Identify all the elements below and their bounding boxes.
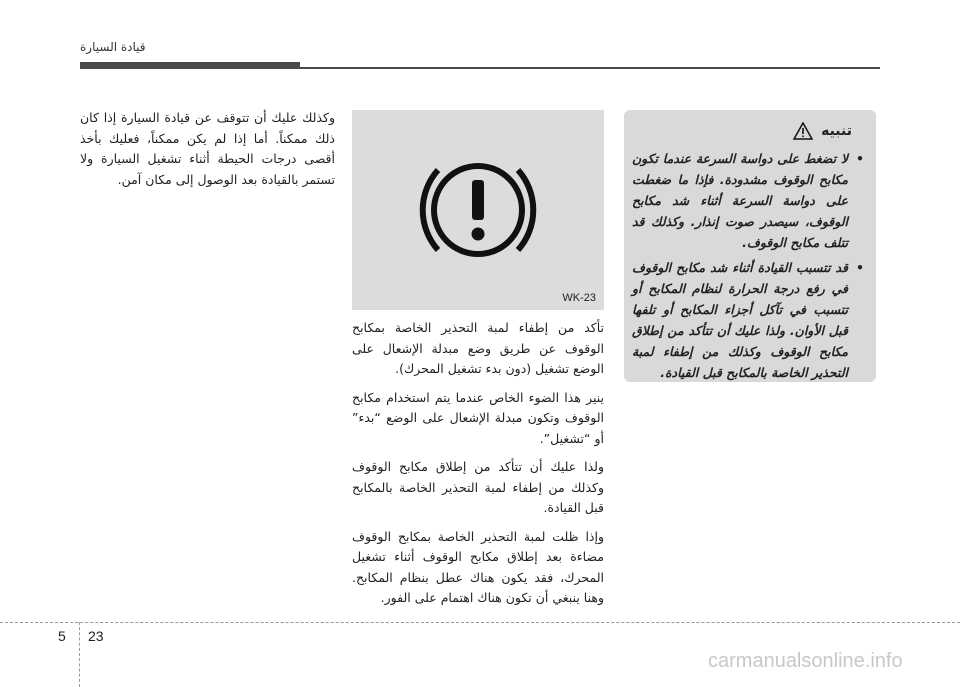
warning-triangle-icon: [793, 122, 813, 140]
warning-item: [632, 257, 864, 383]
warning-list: [632, 148, 864, 387]
center-paragraph: ولذا عليك أن تتأكد من إطلاق مكابح الوقوف وكذلك من إطفاء لمبة التحذير الخاصة بالمكابح قبل القيادة.: [352, 459, 604, 515]
left-column: [80, 108, 335, 198]
warning-header: [793, 122, 852, 140]
center-paragraph: ينير هذا الضوء الخاص عندما يتم استخدام مكابح الوقوف وتكون مبدلة الإشعال على الوضع “بدء” أو “تشغيل”.: [352, 389, 604, 446]
watermark: carmanualsonline.info: [708, 650, 903, 672]
bullet-icon: •: [856, 151, 864, 166]
warning-box: [624, 110, 876, 382]
parking-brake-warning-icon: [352, 110, 604, 310]
figure-panel: [352, 110, 604, 310]
warning-title: تنبيه: [821, 123, 852, 139]
header-rule: [300, 67, 880, 69]
warning-item-text: لا تضغط على دواسة السرعة عندما تكون مكابح الوقوف مشدودة. فإذا ما ضغطت على دواسة السرعة أثناء شد مكابح الوقوف، سيصدر صوت إنذار. وكذلك قد تتلف مكابح الوقوف.: [632, 151, 848, 250]
footer-divider: [79, 622, 80, 687]
center-paragraph: تأكد من إطفاء لمبة التحذير الخاصة بمكابح الوقوف عن طريق وضع مبدلة الإشعال على الوضع تشغيل (دون بدء تشغيل المحرك).: [352, 320, 604, 376]
bullet-icon: •: [856, 260, 864, 275]
section-number: 5: [58, 628, 66, 644]
center-column: [352, 318, 604, 617]
center-paragraph: وإذا ظلت لمبة التحذير الخاصة بمكابح الوقوف مضاءة بعد إطلاق مكابح الوقوف أثناء تشغيل المحرك، فقد يكون هناك عطل بنظام المكابح. وهنا ينبغي أن تكون هناك اهتمام على الفور.: [352, 528, 604, 605]
left-paragraph: وكذلك عليك أن تتوقف عن قيادة السيارة إذا كان ذلك ممكناً. أما إذا لم يكن ممكناً، فعليك بأخذ أقصى درجات الحيطة أثناء تشغيل السيارة ولا تستمر بالقيادة بعد الوصول إلى مكان آمن.: [80, 110, 335, 187]
figure-label: WK-23: [562, 292, 596, 304]
warning-item-text: قد تتسبب القيادة أثناء شد مكابح الوقوف في رفع درجة الحرارة لنظام المكابح أو تتسبب في تآكل أجزاء المكابح أو تلفها قبل الأوان. ولذا عليك أن تتأكد من إطلاق مكابح الوقوف وكذلك من إطفاء لمبة التحذير الخاصة بالمكابح قبل القيادة.: [632, 260, 848, 380]
page-number: 23: [88, 628, 104, 644]
footer-rule: [0, 622, 960, 623]
header-bar: [80, 62, 300, 69]
page-header-title: قيادة السيارة: [80, 40, 146, 54]
warning-item: [632, 148, 864, 253]
